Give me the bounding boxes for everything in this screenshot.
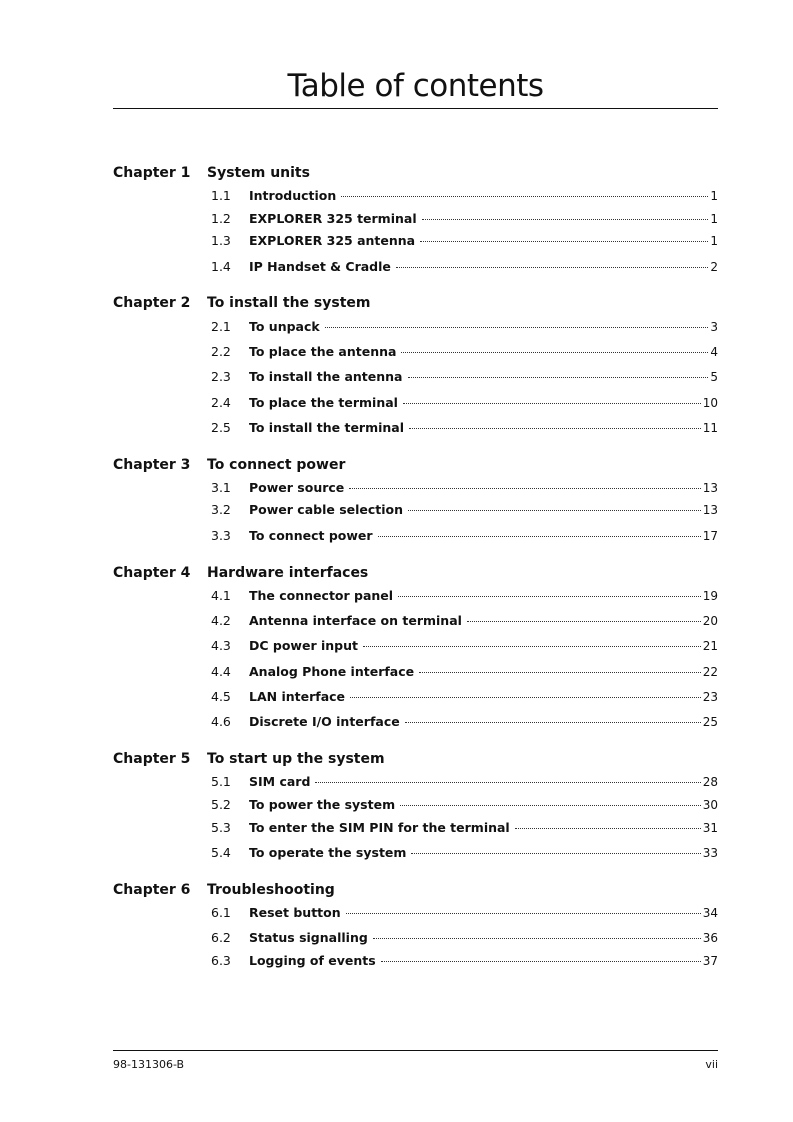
section-page-number: 19 xyxy=(702,589,718,603)
chapter-label: Chapter 5 xyxy=(113,751,191,767)
section-title: To connect power xyxy=(249,528,373,543)
section-page-number: 10 xyxy=(702,396,718,410)
section-number: 6.1 xyxy=(211,905,231,920)
section-page-number: 13 xyxy=(702,503,718,517)
dot-leader xyxy=(403,403,701,404)
section-number: 3.1 xyxy=(211,480,231,495)
section-page-number: 5 xyxy=(710,370,718,384)
dot-leader xyxy=(363,646,701,647)
toc-entry[interactable] xyxy=(211,420,718,438)
section-page-number: 22 xyxy=(702,665,718,679)
document-number: 98-131306-B xyxy=(113,1058,185,1071)
section-number: 6.3 xyxy=(211,953,231,968)
section-title: IP Handset & Cradle xyxy=(249,259,391,274)
section-number: 4.4 xyxy=(211,664,231,679)
section-title: SIM card xyxy=(249,774,311,789)
section-title: LAN interface xyxy=(249,689,346,704)
dot-leader xyxy=(408,377,709,378)
chapter-label: Chapter 1 xyxy=(113,165,191,181)
section-page-number: 31 xyxy=(702,821,718,835)
toc-entry[interactable] xyxy=(211,259,718,277)
toc-entry[interactable] xyxy=(211,502,718,520)
toc-entry[interactable] xyxy=(211,211,718,229)
toc-entry[interactable] xyxy=(211,613,718,631)
section-title: Power cable selection xyxy=(249,502,404,517)
section-page-number: 1 xyxy=(710,234,718,248)
dot-leader xyxy=(350,697,701,698)
dot-leader xyxy=(396,267,708,268)
dot-leader xyxy=(422,219,709,220)
section-page-number: 17 xyxy=(702,529,718,543)
section-number: 1.1 xyxy=(211,188,231,203)
section-title: Power source xyxy=(249,480,345,495)
toc-entry[interactable] xyxy=(211,845,718,863)
dot-leader xyxy=(381,961,701,962)
section-title: The connector panel xyxy=(249,588,394,603)
dot-leader xyxy=(408,510,701,511)
section-page-number: 33 xyxy=(702,846,718,860)
section-title: To operate the system xyxy=(249,845,407,860)
dot-leader xyxy=(378,536,701,537)
toc-entry[interactable] xyxy=(211,820,718,838)
section-page-number: 34 xyxy=(702,906,718,920)
section-title: To install the terminal xyxy=(249,420,405,435)
chapter-title[interactable]: Hardware interfaces xyxy=(207,565,369,581)
toc-entry[interactable] xyxy=(211,369,718,387)
section-page-number: 11 xyxy=(702,421,718,435)
section-page-number: 36 xyxy=(702,931,718,945)
toc-entry[interactable] xyxy=(211,638,718,656)
section-title: Antenna interface on terminal xyxy=(249,613,462,628)
section-page-number: 37 xyxy=(702,954,718,968)
section-title: Status signalling xyxy=(249,930,368,945)
section-title: EXPLORER 325 antenna xyxy=(249,233,416,248)
section-page-number: 21 xyxy=(702,639,718,653)
section-number: 1.2 xyxy=(211,211,231,226)
section-title: To place the antenna xyxy=(249,344,397,359)
dot-leader xyxy=(325,327,709,328)
toc-entry[interactable] xyxy=(211,774,718,792)
section-title: EXPLORER 325 terminal xyxy=(249,211,417,226)
section-page-number: 13 xyxy=(702,481,718,495)
dot-leader xyxy=(411,853,700,854)
section-page-number: 28 xyxy=(702,775,718,789)
section-page-number: 23 xyxy=(702,690,718,704)
dot-leader xyxy=(349,488,700,489)
section-number: 2.5 xyxy=(211,420,231,435)
chapter-label: Chapter 6 xyxy=(113,882,191,898)
section-number: 1.3 xyxy=(211,233,231,248)
toc-entry[interactable] xyxy=(211,344,718,362)
section-number: 4.3 xyxy=(211,638,231,653)
section-number: 4.6 xyxy=(211,714,231,729)
toc-entry[interactable] xyxy=(211,188,718,206)
section-number: 2.4 xyxy=(211,395,231,410)
section-title: DC power input xyxy=(249,638,358,653)
section-page-number: 30 xyxy=(702,798,718,812)
section-title: To enter the SIM PIN for the terminal xyxy=(249,820,510,835)
dot-leader xyxy=(420,241,708,242)
dot-leader xyxy=(315,782,700,783)
dot-leader xyxy=(515,828,701,829)
section-title: To install the antenna xyxy=(249,369,403,384)
chapter-label: Chapter 4 xyxy=(113,565,191,581)
dot-leader xyxy=(467,621,701,622)
section-number: 6.2 xyxy=(211,930,231,945)
chapter-title[interactable]: To install the system xyxy=(207,295,371,311)
section-page-number: 25 xyxy=(702,715,718,729)
toc-entry[interactable] xyxy=(211,664,718,682)
toc-entry[interactable] xyxy=(211,319,718,337)
toc-entry[interactable] xyxy=(211,528,718,546)
section-title: Reset button xyxy=(249,905,341,920)
chapter-title[interactable]: System units xyxy=(207,165,310,181)
section-number: 4.2 xyxy=(211,613,231,628)
section-title: To power the system xyxy=(249,797,396,812)
toc-entry[interactable] xyxy=(211,905,718,923)
dot-leader xyxy=(400,805,701,806)
toc-entry[interactable] xyxy=(211,714,718,732)
section-number: 2.2 xyxy=(211,344,231,359)
section-number: 5.2 xyxy=(211,797,231,812)
section-page-number: 1 xyxy=(710,189,718,203)
section-number: 3.3 xyxy=(211,528,231,543)
dot-leader xyxy=(373,938,701,939)
dot-leader xyxy=(341,196,708,197)
chapter-title[interactable]: To start up the system xyxy=(207,751,385,767)
chapter-label: Chapter 3 xyxy=(113,457,191,473)
section-page-number: 20 xyxy=(702,614,718,628)
dot-leader xyxy=(409,428,701,429)
toc-entry[interactable] xyxy=(211,480,718,498)
section-number: 5.3 xyxy=(211,820,231,835)
section-number: 2.1 xyxy=(211,319,231,334)
section-number: 4.5 xyxy=(211,689,231,704)
toc-entry[interactable] xyxy=(211,588,718,606)
toc-entry[interactable] xyxy=(211,233,718,251)
section-title: Logging of events xyxy=(249,953,376,968)
footer-divider xyxy=(113,1050,718,1051)
chapter-title[interactable]: To connect power xyxy=(207,457,346,473)
section-page-number: 3 xyxy=(710,320,718,334)
section-title: Introduction xyxy=(249,188,337,203)
dot-leader xyxy=(346,913,701,914)
toc-entry[interactable] xyxy=(211,953,718,971)
dot-leader xyxy=(401,352,708,353)
section-page-number: 2 xyxy=(710,260,718,274)
toc-entry[interactable] xyxy=(211,689,718,707)
toc-entry[interactable] xyxy=(211,797,718,815)
section-page-number: 4 xyxy=(710,345,718,359)
chapter-label: Chapter 2 xyxy=(113,295,191,311)
section-title: Analog Phone interface xyxy=(249,664,415,679)
dot-leader xyxy=(398,596,701,597)
page-number: vii xyxy=(705,1058,718,1071)
section-number: 4.1 xyxy=(211,588,231,603)
dot-leader xyxy=(405,722,701,723)
section-number: 2.3 xyxy=(211,369,231,384)
section-number: 5.4 xyxy=(211,845,231,860)
section-number: 5.1 xyxy=(211,774,231,789)
chapter-title[interactable]: Troubleshooting xyxy=(207,882,335,898)
section-title: To unpack xyxy=(249,319,320,334)
section-number: 3.2 xyxy=(211,502,231,517)
section-title: Discrete I/O interface xyxy=(249,714,400,729)
page-title: Table of contents xyxy=(287,68,544,104)
title-divider xyxy=(113,108,718,109)
toc-entry[interactable] xyxy=(211,930,718,948)
section-number: 1.4 xyxy=(211,259,231,274)
section-page-number: 1 xyxy=(710,212,718,226)
dot-leader xyxy=(419,672,701,673)
toc-entry[interactable] xyxy=(211,395,718,413)
section-title: To place the terminal xyxy=(249,395,398,410)
